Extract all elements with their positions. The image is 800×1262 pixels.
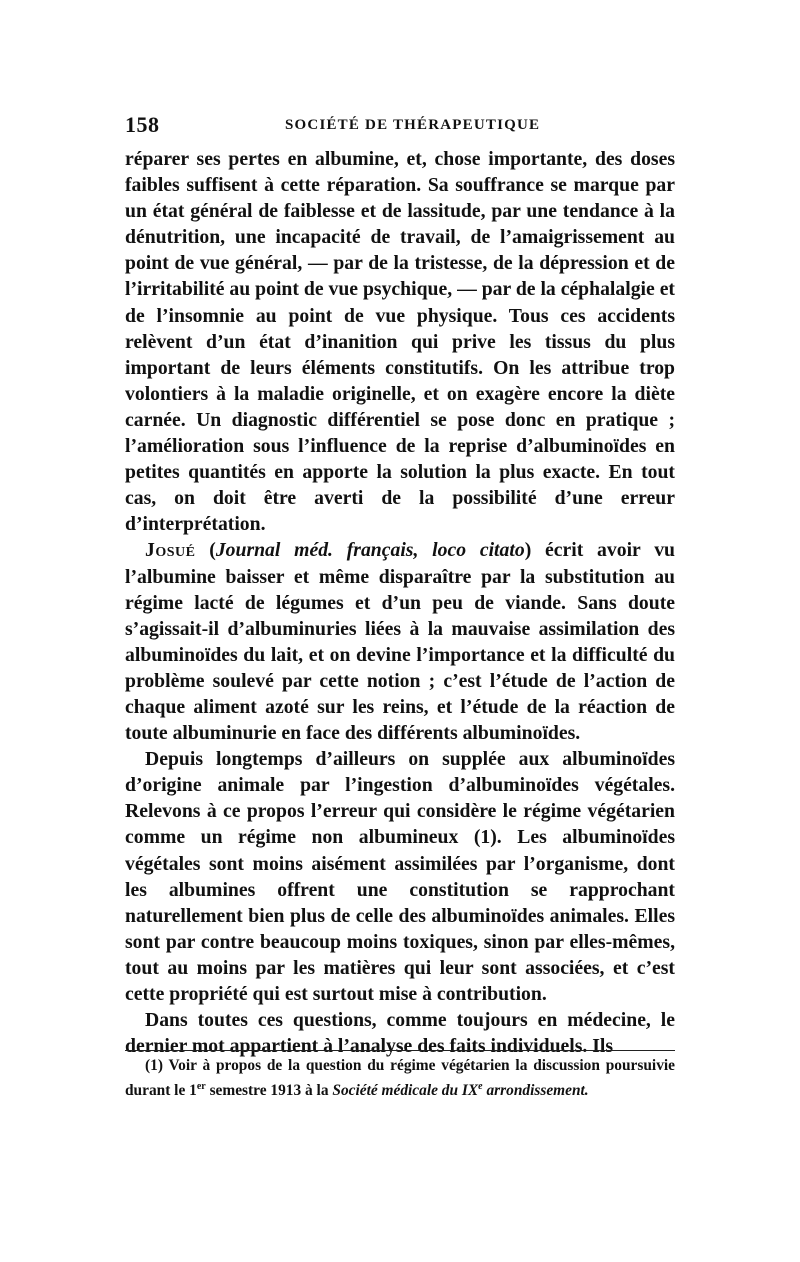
footnote-superscript-2: e	[478, 1081, 483, 1092]
paragraph-3: Depuis longtemps d’ailleurs on supplée aux albuminoïdes d’origine animale par l’ingestion d’albuminoïdes végétales. Relevons à ce propos l’erreur qui considère le régime végétarien comme un régime non albumineux (1). Les albuminoïdes végétales sont moins aisément assimilées par l’organisme, dont les albumines offrent une constitution se rapprochant naturellement bien plus de celle des albuminoïdes animales. Elles sont par contre beaucoup moins toxiques, sinon par elles-mêmes, tout au moins par les matières qui leur sont associées, et c’est cette propriété qui est surtout mise à contribution.	[125, 748, 675, 1005]
citation-close: )	[524, 539, 532, 562]
page-header	[125, 106, 675, 140]
footnote	[125, 1055, 675, 1101]
footnote-divider	[125, 1050, 675, 1051]
citation-journal: Journal méd. français, loco citato	[215, 539, 525, 562]
paragraph-4: Dans toutes ces questions, comme toujours en médecine, le dernier mot appartient à l’analyse des faits individuels. Ils	[125, 1009, 675, 1058]
page-number: 158	[125, 112, 160, 137]
body-text	[125, 146, 675, 1059]
footnote-italic	[332, 1082, 588, 1099]
footnote-society: Société médicale du IX	[332, 1082, 479, 1100]
footnote-arrondissement: arrondissement.	[482, 1082, 589, 1100]
citation-open: (	[195, 539, 216, 562]
running-head: SOCIÉTÉ DE THÉRAPEUTIQUE	[285, 117, 541, 133]
footnote-text-2: semestre 1913 à la	[205, 1082, 333, 1100]
paragraph-1: réparer ses pertes en albumine, et, chose importante, des doses faibles suffisent à cette réparation. Sa souffrance se marque par un état général de faiblesse et de lassitude, par une tendance à la dénutrition, une incapacité de travail, de l’amaigrissement au point de vue général, — par de la tristesse, de la dépression et de l’irritabilité au point de vue psychique, — par de la céphalalgie et de l’insomnie au point de vue physique. Tous ces accidents relèvent d’un état d’inanition qui prive les tissus du plus important de leurs éléments constitutifs. On les attribue trop volontiers à la maladie originelle, et on exagère encore la diète carnée. Un diagnostic différentiel se pose donc en pratique ; l’amélioration sous l’influence de la reprise d’albuminoïdes en petites quantités en apporte la solution la plus exacte. En tout cas, on doit être averti de la possibilité d’une erreur d’interprétation.	[125, 148, 675, 536]
paragraph-2-text: écrit avoir vu l’albumine baisser et même disparaître par la substitution au régime lacté de légumes et d’un peu de viande. Sans doute s’agissait-il d’albuminuries liées à la mauvaise assimilation des albuminoïdes du lait, et on devine l’importance et la difficulté du problème soulevé par cette notion ; c’est l’étude de l’action de chaque aliment azoté sur les reins, et l’étude de la réaction de toute albuminurie en face des différents albuminoïdes.	[125, 539, 675, 745]
footnote-superscript-1: er	[196, 1081, 206, 1092]
footnote-text-1: (1) Voir à propos de la question du régime végétarien la discussion poursuivie durant le 1	[125, 1057, 675, 1100]
paragraph-2	[125, 537, 675, 746]
author-name: Josué	[145, 539, 196, 562]
